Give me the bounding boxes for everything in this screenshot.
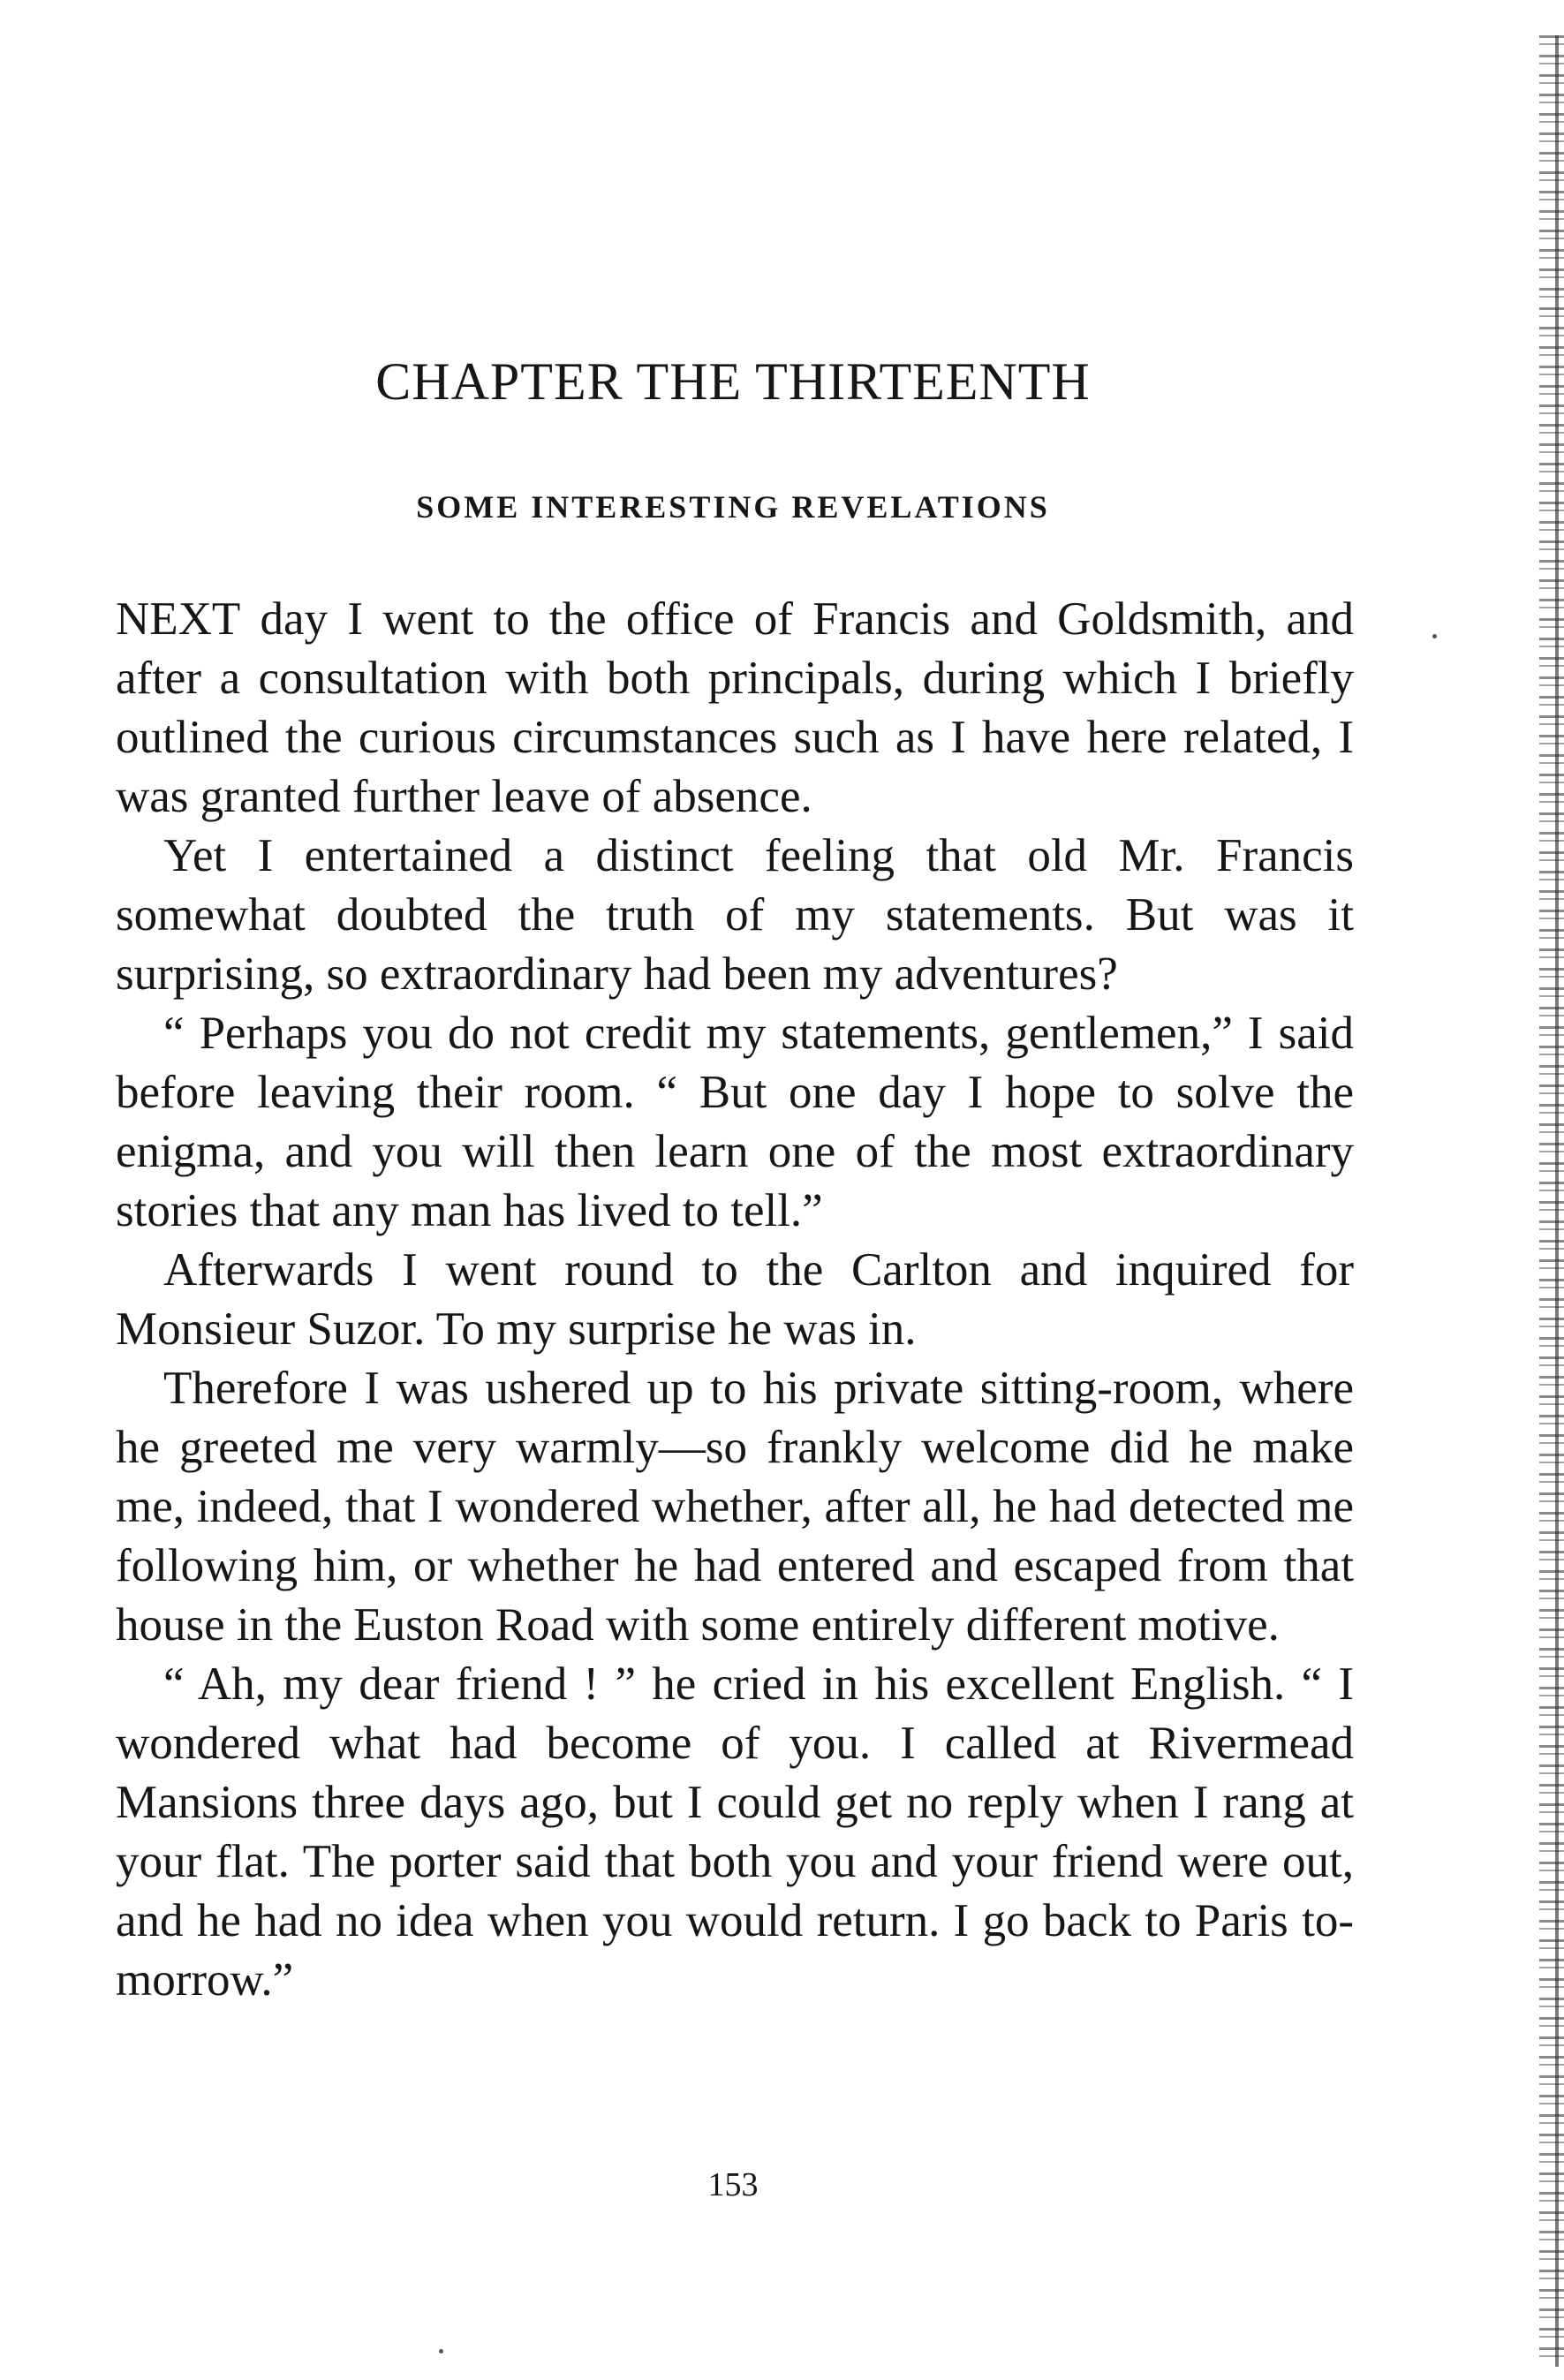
paragraph-text: day I went to the office of Francis and Goldsmith, and after a consultation with both principals, during which I briefly outlined the curious circumstances such as I have here related, I was granted further leave of absence. (116, 593, 1354, 822)
scanned-page-edge (1539, 35, 1564, 2367)
page-edge-line (1555, 35, 1559, 2367)
page-number: 153 (707, 2166, 759, 2203)
chapter-subtitle: SOME INTERESTING REVELATIONS (416, 489, 1050, 525)
chapter-title: CHAPTER THE THIRTEENTH (375, 352, 1091, 411)
paragraph: “ Ah, my dear friend ! ” he cried in his excellent English. “ I wondered what had become of you. I called at Rivermead Mansions three days ago, but I could get no reply when I rang at your flat. The porter said that both you and your friend were out, and he had no idea when you would return. I go back to Paris to-morrow.” (116, 1658, 1354, 2006)
paragraph (116, 590, 1354, 827)
opening-capital: N (116, 593, 150, 645)
paragraph: Yet I entertained a distinct feeling that old Mr. Francis somewhat doubted the truth of my statements. But was it surprising, so extraordinary had been my adventures? (116, 830, 1354, 1000)
stray-mark (439, 2349, 443, 2354)
stray-mark (1432, 634, 1437, 638)
opening-small-caps: EXT (149, 593, 241, 645)
paragraph: Afterwards I went round to the Carlton and inquired for Monsieur Suzor. To my surprise he was in. (116, 1244, 1354, 1355)
body-text (116, 590, 1354, 2010)
paragraph: “ Perhaps you do not credit my statements, gentlemen,” I said before leaving their room. “ But one day I hope to solve the enigma, and you will then learn one of the most extraordinary stories that any man has lived to tell.” (116, 1008, 1354, 1236)
paragraph: Therefore I was ushered up to his private sitting-room, where he greeted me very warmly—so frankly welcome did he make me, indeed, that I wondered whether, after all, he had detected me following him, or whether he had entered and escaped from that house in the Euston Road with some entirely different motive. (116, 1363, 1354, 1651)
